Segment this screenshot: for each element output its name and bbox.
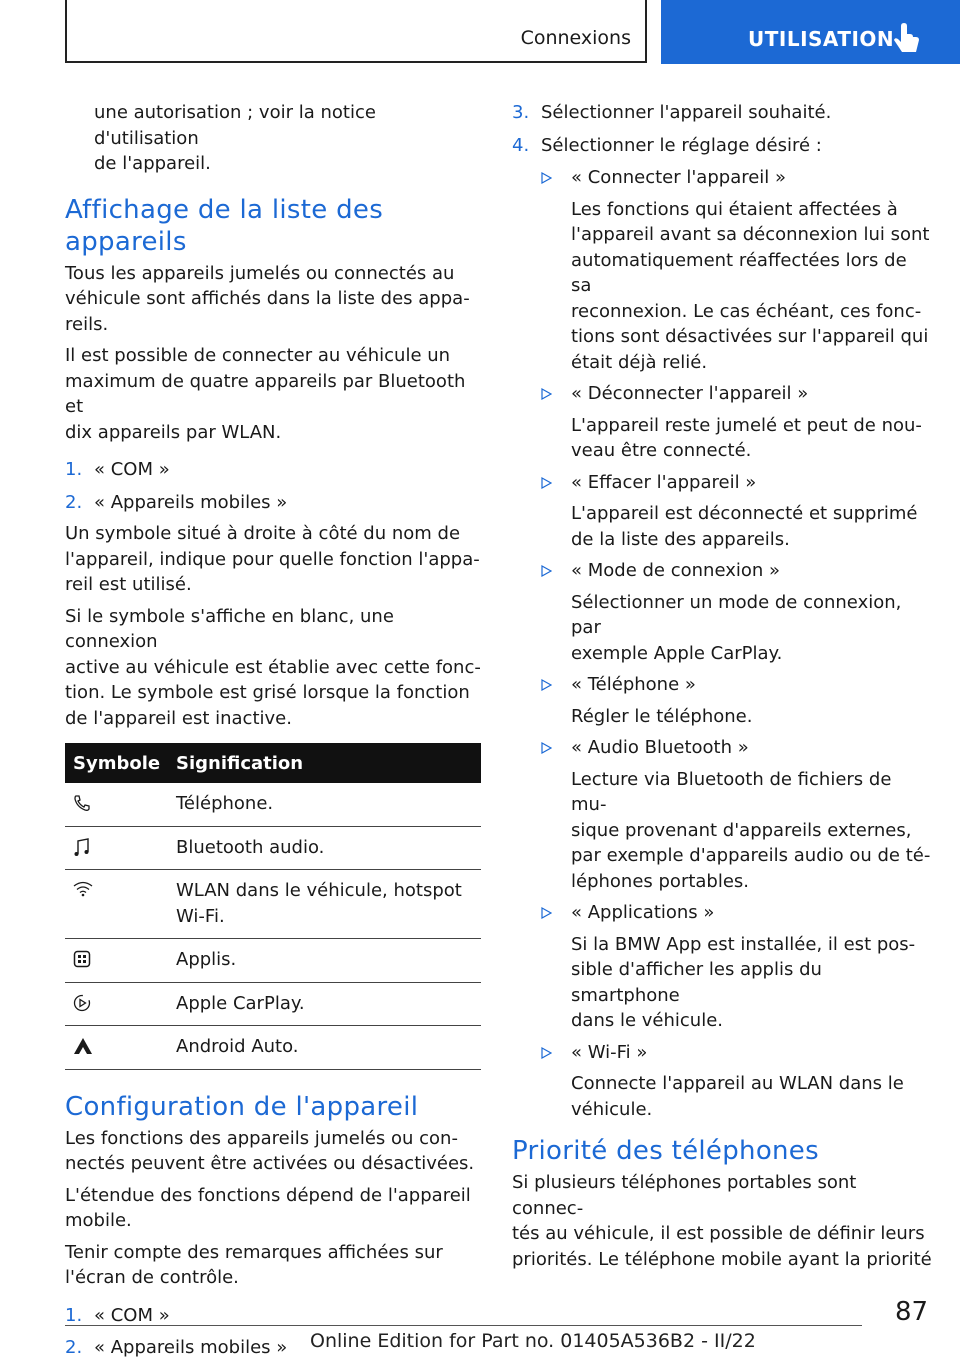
text-line: L'étendue des fonctions dépend de l'appareil: [65, 1184, 471, 1206]
heading-device-list: Affichage de la liste des appareils: [65, 194, 384, 257]
triangle-bullet-icon: [541, 672, 571, 698]
triangle-bullet-icon: [541, 900, 571, 926]
meaning-text: Wi-Fi.: [176, 905, 225, 927]
symbol-cell: [65, 870, 168, 939]
step-text: « Appareils mobiles »: [94, 491, 288, 513]
text-line: nectés peuvent être activées ou désactivées.: [65, 1153, 475, 1174]
option-description: Sélectionner un mode de connexion, par: [571, 591, 902, 638]
meaning-cell: [168, 939, 481, 983]
paragraph: [65, 1240, 481, 1291]
table-row: [65, 783, 481, 826]
option-item: [512, 470, 932, 553]
option-label-row: [541, 672, 932, 698]
option-label-row: [541, 470, 932, 496]
paragraph: [65, 521, 481, 598]
option-label: « Applications »: [571, 902, 715, 923]
list-item: [512, 133, 932, 159]
intro-line: une autorisation ; voir la notice d'utilisation: [94, 102, 376, 149]
meaning-text: Apple CarPlay.: [176, 992, 305, 1014]
symbol-cell: [65, 982, 168, 1026]
option-label-row: [541, 900, 932, 926]
option-label: « Déconnecter l'appareil »: [571, 383, 809, 404]
meaning-text: Téléphone.: [176, 793, 274, 814]
meaning-text: Applis.: [176, 949, 237, 970]
symbol-table: [65, 743, 481, 1070]
option-description: L'appareil reste jumelé et peut de nou-: [571, 414, 922, 436]
table-row: [65, 1026, 481, 1070]
music-note-icon: [73, 838, 91, 858]
step-text: « Appareils mobiles »: [94, 1337, 288, 1358]
text-line: maximum de quatre appareils par Bluetooth et: [65, 370, 466, 417]
option-item: [512, 1040, 932, 1123]
paragraph: [65, 261, 481, 338]
paragraph: [65, 1126, 481, 1177]
intro-line: de l'appareil.: [94, 153, 211, 174]
option-description: par exemple d'appareils audio ou de té-: [571, 845, 931, 866]
meaning-cell: [168, 1026, 481, 1070]
header-chapter-title: UTILISATION: [748, 27, 895, 51]
wifi-icon: [73, 881, 93, 897]
text-line: reil est utilisé.: [65, 574, 192, 595]
text-line: Si le symbole s'affiche en blanc, une connexion: [65, 605, 394, 652]
triangle-bullet-icon: [541, 165, 571, 191]
table-row: [65, 939, 481, 983]
option-description: reconnexion. Le cas échéant, ces fonc-: [571, 300, 922, 322]
heading-phone-priority: Priorité des téléphones: [512, 1136, 819, 1166]
option-label-row: [541, 165, 932, 191]
option-item: [512, 735, 932, 894]
pointing-hand-icon: [891, 22, 923, 56]
text-line: Tenir compte des remarques affichées sur: [65, 1241, 443, 1263]
text-line: Si plusieurs téléphones portables sont connec-: [512, 1172, 857, 1219]
option-item: [512, 672, 932, 729]
option-label: « Wi-Fi »: [571, 1041, 648, 1063]
text-line: mobile.: [65, 1210, 132, 1231]
step-text: Sélectionner l'appareil souhaité.: [541, 102, 832, 123]
text-line: tés au véhicule, il est possible de définir leurs: [512, 1223, 925, 1244]
option-label: « Effacer l'appareil »: [571, 471, 757, 493]
header-meaning: Signification: [176, 752, 304, 774]
meaning-cell: [168, 826, 481, 870]
option-label-row: [541, 381, 932, 407]
header-chapter-tab: [661, 0, 960, 64]
option-label-row: [541, 735, 932, 761]
step-number: 3.: [512, 102, 530, 123]
triangle-bullet-icon: [541, 1040, 571, 1066]
option-label: « Connecter l'appareil »: [571, 167, 787, 188]
option-description: l'appareil avant sa déconnexion lui sont: [571, 224, 930, 245]
page-number: 87: [895, 1297, 929, 1327]
triangle-bullet-icon: [541, 381, 571, 407]
step-number: 2.: [65, 491, 83, 513]
option-label-row: [541, 558, 932, 584]
paragraph: [65, 1183, 481, 1234]
step-text: Sélectionner le réglage désiré :: [541, 134, 822, 156]
text-line: Un symbole situé à droite à côté du nom de: [65, 523, 461, 544]
table-row: [65, 826, 481, 870]
phone-icon: [73, 794, 91, 812]
numbered-list: [65, 457, 481, 515]
carplay-icon: [73, 994, 91, 1012]
option-description: véhicule.: [571, 1098, 653, 1120]
option-description: L'appareil est déconnecté et supprimé: [571, 503, 918, 524]
option-label: « Audio Bluetooth »: [571, 737, 749, 758]
meaning-cell: [168, 982, 481, 1026]
text-line: dix appareils par WLAN.: [65, 421, 282, 443]
text-line: l'appareil, indique pour quelle fonction l'appa-: [65, 548, 480, 570]
option-item: [512, 558, 932, 666]
left-column: [65, 100, 481, 1368]
step-number: 1.: [65, 1304, 83, 1326]
paragraph: [65, 604, 481, 732]
heading-device-config: Configuration de l'appareil: [65, 1091, 419, 1122]
triangle-bullet-icon: [541, 470, 571, 496]
symbol-cell: [65, 1026, 168, 1070]
option-item: [512, 900, 932, 1034]
triangle-bullet-icon: [541, 735, 571, 761]
option-description: exemple Apple CarPlay.: [571, 642, 783, 664]
step-number: 2.: [65, 1337, 83, 1358]
list-item: [65, 457, 481, 483]
symbol-cell: [65, 939, 168, 983]
meaning-text: WLAN dans le véhicule, hotspot: [176, 880, 462, 901]
option-description: automatiquement réaffectées lors de sa: [571, 249, 907, 296]
option-description: sible d'afficher les applis du smartphone: [571, 959, 822, 1006]
text-line: l'écran de contrôle.: [65, 1267, 239, 1288]
footer-divider: [65, 1325, 862, 1326]
step-text: « COM »: [94, 1304, 170, 1326]
text-line: reils.: [65, 313, 109, 335]
option-label: « Mode de connexion »: [571, 560, 781, 581]
option-list: [512, 165, 932, 1122]
text-line: de l'appareil est inactive.: [65, 707, 292, 729]
text-line: Tous les appareils jumelés ou connectés au: [65, 262, 455, 284]
header-section-box: [65, 0, 647, 63]
table-header-row: [65, 743, 481, 783]
option-description: Connecte l'appareil au WLAN dans le: [571, 1073, 904, 1094]
apps-icon: [73, 950, 91, 968]
android-auto-icon: [73, 1037, 93, 1055]
symbol-cell: [65, 826, 168, 870]
text-line: véhicule sont affichés dans la liste des appa-: [65, 288, 470, 309]
meaning-text: Bluetooth audio.: [176, 836, 325, 858]
paragraph: [512, 1170, 932, 1272]
symbol-cell: [65, 783, 168, 826]
option-description: dans le véhicule.: [571, 1010, 723, 1031]
text-line: tion. Le symbole est grisé lorsque la fonction: [65, 682, 470, 703]
option-item: [512, 165, 932, 375]
option-label: « Téléphone »: [571, 674, 696, 695]
list-item: [65, 490, 481, 516]
right-column: [512, 100, 932, 1272]
header-symbol: Symbole: [73, 752, 161, 774]
option-label-row: [541, 1040, 932, 1066]
option-description: veau être connecté.: [571, 440, 752, 461]
meaning-text: Android Auto.: [176, 1036, 299, 1057]
option-description: Régler le téléphone.: [571, 705, 753, 727]
triangle-bullet-icon: [541, 558, 571, 584]
option-description: Les fonctions qui étaient affectées à: [571, 198, 898, 220]
list-item: [512, 100, 932, 126]
text-line: priorités. Le téléphone mobile ayant la priorité: [512, 1248, 932, 1270]
option-description: Lecture via Bluetooth de fichiers de mu-: [571, 768, 892, 815]
option-description: tions sont désactivées sur l'appareil qui: [571, 326, 929, 347]
step-number: 4.: [512, 134, 530, 156]
footer-edition: Online Edition for Part no. 01405A536B2 - II/22: [310, 1330, 756, 1352]
table-row: [65, 982, 481, 1026]
paragraph: [65, 343, 481, 445]
text-line: Il est possible de connecter au véhicule un: [65, 345, 451, 366]
meaning-cell: [168, 783, 481, 826]
header-section-title: Connexions: [520, 27, 631, 49]
option-description: de la liste des appareils.: [571, 528, 790, 550]
option-description: sique provenant d'appareils externes,: [571, 819, 912, 841]
option-item: [512, 381, 932, 464]
option-description: léphones portables.: [571, 870, 750, 892]
option-description: était déjà relié.: [571, 351, 708, 373]
text-line: active au véhicule est établie avec cette fonc-: [65, 656, 481, 678]
step-number: 1.: [65, 459, 83, 480]
text-line: Les fonctions des appareils jumelés ou con-: [65, 1127, 458, 1149]
meaning-cell: [168, 870, 481, 939]
option-description: Si la BMW App est installée, il est pos-: [571, 933, 916, 955]
step-text: « COM »: [94, 459, 170, 480]
table-row: [65, 870, 481, 939]
